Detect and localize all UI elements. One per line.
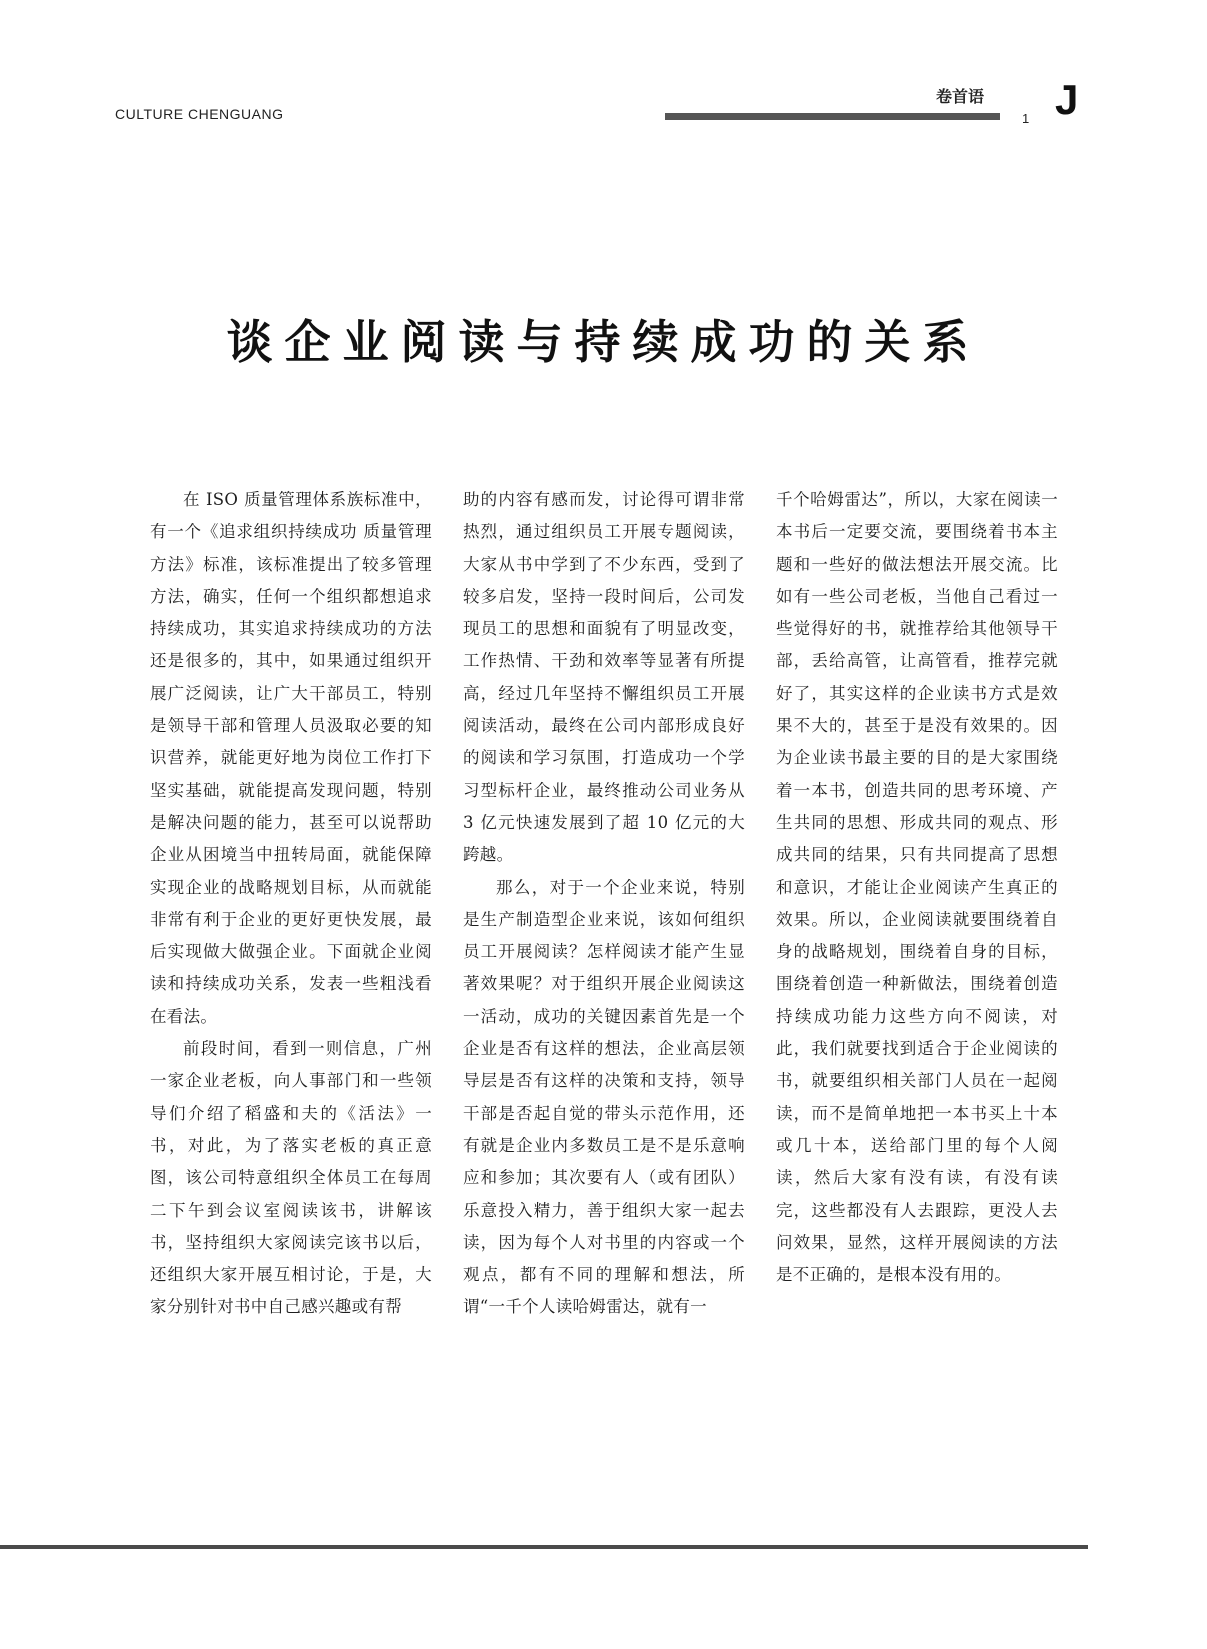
page-number: 1 (1022, 111, 1030, 126)
article-column-2 (463, 484, 745, 1324)
section-label: 卷首语 (936, 87, 985, 106)
footer-rule (0, 1545, 1088, 1549)
paragraph: 千个哈姆雷达”，所以，大家在阅读一本书后一定要交流，要围绕着书本主题和一些好的做法想法开展交流。比如有一些公司老板，当他自己看过一些觉得好的书，就推荐给其他领导干部，丢给高管，让高管看，推荐完就好了，其实这样的企业读书方式是效果不大的，甚至于是没有效果的。因为企业读书最主要的目的是大家围绕着一本书，创造共同的思考环境、产生共同的思想、形成共同的观点、形成共同的结果，只有共同提高了思想和意识，才能让企业阅读产生真正的效果。所以，企业阅读就要围绕着自身的战略规划，围绕着自身的目标，围绕着创造一种新做法，围绕着创造持续成功能力这些方向不阅读，对此，我们就要找到适合于企业阅读的书，就要组织相关部门人员在一起阅读，而不是简单地把一本书买上十本或几十本，送给部门里的每个人阅读，然后大家有没有读，有没有读完，这些都没有人去跟踪，更没人去问效果，显然，这样开展阅读的方法是不正确的，是根本没有用的。 (776, 490, 1058, 1285)
article-title: 谈企业阅读与持续成功的关系 (226, 315, 981, 369)
publication-name: CULTURE CHENGUANG (115, 106, 284, 122)
paragraph: 前段时间，看到一则信息，广州一家企业老板，向人事部门和一些领导们介绍了稻盛和夫的《活法》一书，对此，为了落实老板的真正意图，该公司特意组织全体员工在每周二下午到会议室阅读该书，讲解该书，坚持组织大家阅读完该书以后，还组织大家开展互相讨论，于是，大家分别针对书中自己感兴趣或有帮 (150, 1039, 432, 1317)
article-column-3 (776, 484, 1058, 1291)
article-column-1 (150, 484, 432, 1324)
paragraph: 在 ISO 质量管理体系族标准中，有一个《追求组织持续成功 质量管理方法》标准，该标准提出了较多管理方法，确实，任何一个组织都想追求持续成功，其实追求持续成功的方法还是很多的，其中，如果通过组织开展广泛阅读，让广大干部员工，特别是领导干部和管理人员汲取必要的知识营养，就能更好地为岗位工作打下坚实基础，就能提高发现问题，特别是解决问题的能力，甚至可以说帮助企业从困境当中扭转局面，就能保障实现企业的战略规划目标，从而就能非常有利于企业的更好更快发展，最后实现做大做强企业。下面就企业阅读和持续成功关系，发表一些粗浅看在看法。 (150, 490, 432, 1026)
paragraph: 那么，对于一个企业来说，特别是生产制造型企业来说，该如何组织员工开展阅读？怎样阅读才能产生显著效果呢？对于组织开展企业阅读这一活动，成功的关键因素首先是一个企业是否有这样的想法，企业高层领导层是否有这样的决策和支持，领导干部是否起自觉的带头示范作用，还有就是企业内多数员工是不是乐意响应和参加；其次要有人（或有团队）乐意投入精力，善于组织大家一起去读，因为每个人对书里的内容或一个观点，都有不同的理解和想法，所谓“一千个人读哈姆雷达，就有一 (463, 877, 745, 1317)
header-bar (665, 113, 1000, 120)
column-letter: J (1055, 76, 1079, 123)
paragraph: 助的内容有感而发，讨论得可谓非常热烈，通过组织员工开展专题阅读，大家从书中学到了不少东西，受到了较多启发，坚持一段时间后，公司发现员工的思想和面貌有了明显改变，工作热情、干劲和效率等显著有所提高，经过几年坚持不懈组织员工开展阅读活动，最终在公司内部形成良好的阅读和学习氛围，打造成功一个学习型标杆企业，最终推动公司业务从 3 亿元快速发展到了超 10 亿元的大跨越。 (463, 490, 745, 865)
